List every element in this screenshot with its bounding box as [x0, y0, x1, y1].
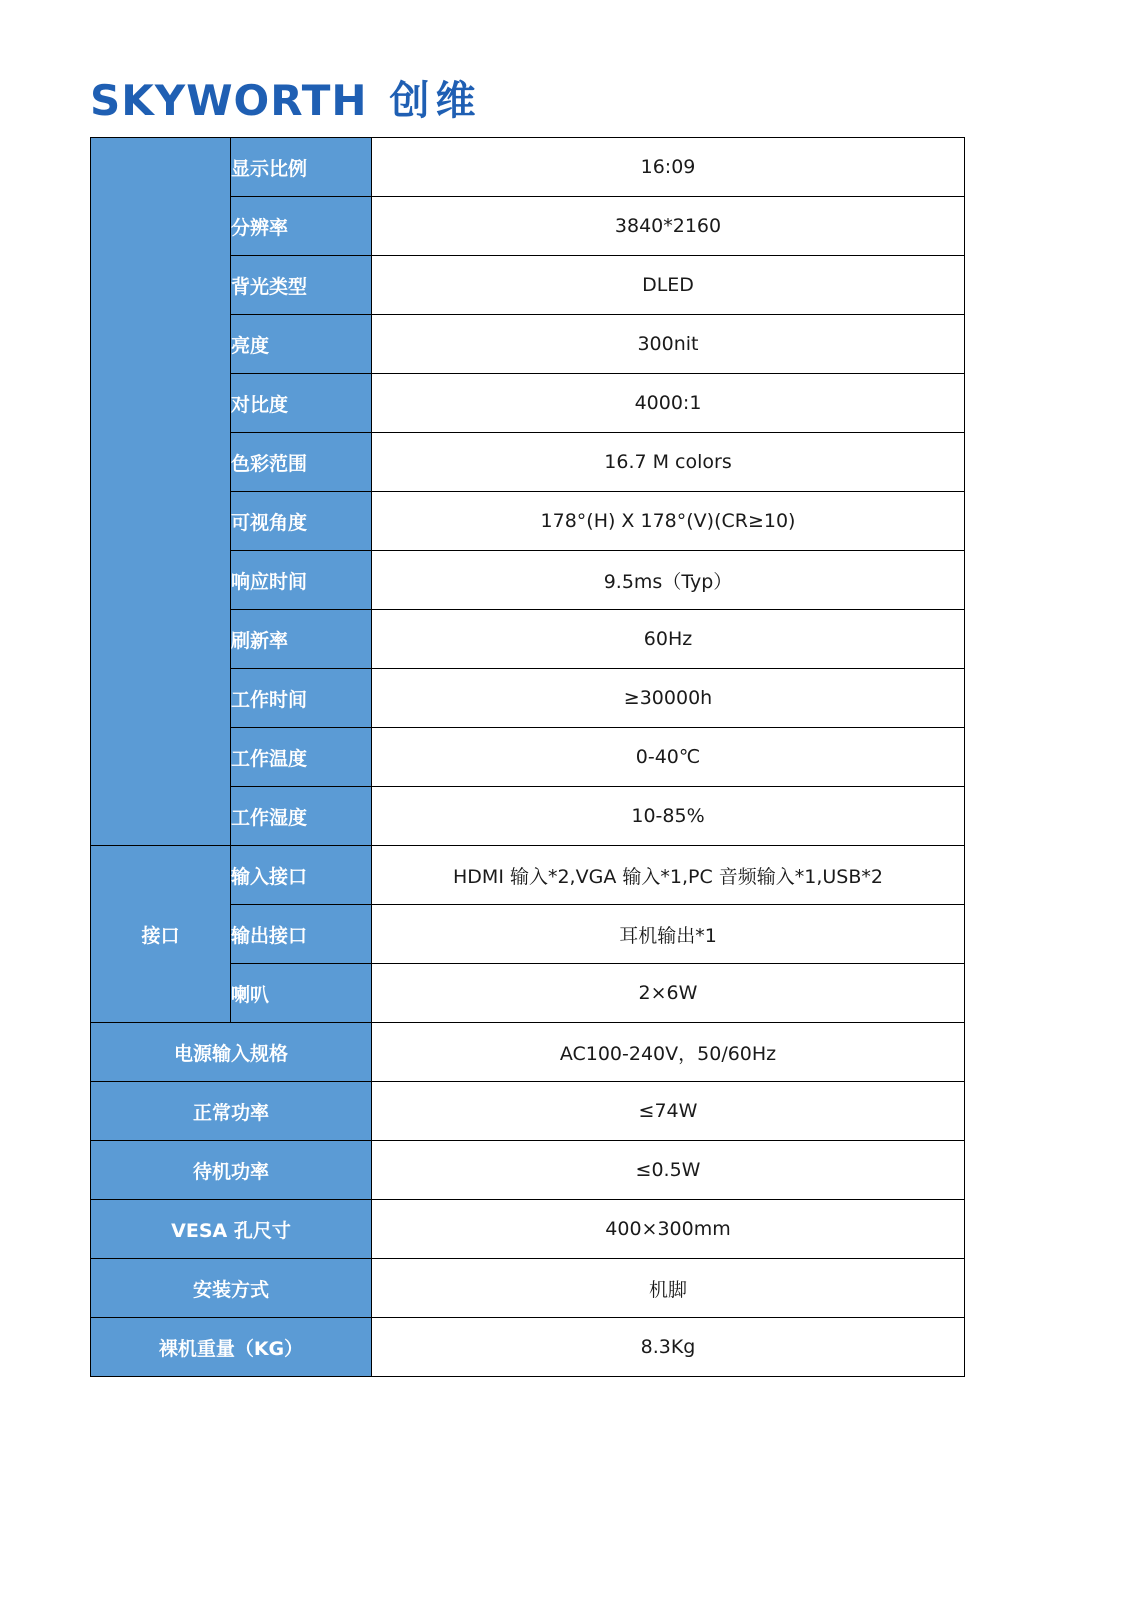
- row-value: ≤74W: [372, 1082, 965, 1141]
- row-label: 响应时间: [231, 551, 372, 610]
- row-value: 机脚: [372, 1259, 965, 1318]
- row-label: 裸机重量（KG）: [91, 1318, 372, 1377]
- row-label: 待机功率: [91, 1141, 372, 1200]
- row-value: ≤0.5W: [372, 1141, 965, 1200]
- row-value: AC100-240V，50/60Hz: [372, 1023, 965, 1082]
- table-row: [91, 1259, 965, 1318]
- table-row: [91, 1023, 965, 1082]
- row-value: HDMI 输入*2,VGA 输入*1,PC 音频输入*1,USB*2: [372, 846, 965, 905]
- table-row: [91, 1200, 965, 1259]
- logo-chinese: 创维: [389, 78, 482, 124]
- spec-table: [90, 137, 965, 1377]
- table-row: [91, 846, 965, 905]
- row-value: 2×6W: [372, 964, 965, 1023]
- row-label: 刷新率: [231, 610, 372, 669]
- row-label: 正常功率: [91, 1082, 372, 1141]
- row-label: VESA 孔尺寸: [91, 1200, 372, 1259]
- row-value: 16.7 M colors: [372, 433, 965, 492]
- row-label: 工作时间: [231, 669, 372, 728]
- row-value: 60Hz: [372, 610, 965, 669]
- group-display: [91, 138, 231, 846]
- row-label: 色彩范围: [231, 433, 372, 492]
- row-value: DLED: [372, 256, 965, 315]
- row-label: 输出接口: [231, 905, 372, 964]
- row-value: 10-85%: [372, 787, 965, 846]
- row-value: 0-40℃: [372, 728, 965, 787]
- row-value: 3840*2160: [372, 197, 965, 256]
- brand-logo: [90, 78, 482, 124]
- table-row: [91, 138, 965, 197]
- row-label: 喇叭: [231, 964, 372, 1023]
- row-label: 亮度: [231, 315, 372, 374]
- table-row: [91, 1141, 965, 1200]
- row-value: 178°(H) X 178°(V)(CR≥10): [372, 492, 965, 551]
- row-label: 工作湿度: [231, 787, 372, 846]
- row-label: 工作温度: [231, 728, 372, 787]
- table-row: [91, 1318, 965, 1377]
- row-value: 16:09: [372, 138, 965, 197]
- table-row: [91, 1082, 965, 1141]
- row-label: 背光类型: [231, 256, 372, 315]
- row-value: 300nit: [372, 315, 965, 374]
- row-label: 可视角度: [231, 492, 372, 551]
- row-label: 对比度: [231, 374, 372, 433]
- row-value: 9.5ms（Typ）: [372, 551, 965, 610]
- group-interface: 接口: [91, 846, 231, 1023]
- row-value: 8.3Kg: [372, 1318, 965, 1377]
- row-value: ≥30000h: [372, 669, 965, 728]
- row-value: 4000:1: [372, 374, 965, 433]
- row-label: 分辨率: [231, 197, 372, 256]
- row-label: 安装方式: [91, 1259, 372, 1318]
- row-label: 电源输入规格: [91, 1023, 372, 1082]
- row-value: 400×300mm: [372, 1200, 965, 1259]
- row-label: 输入接口: [231, 846, 372, 905]
- logo-english: SKYWORTH: [90, 76, 368, 125]
- row-label: 显示比例: [231, 138, 372, 197]
- row-value: 耳机输出*1: [372, 905, 965, 964]
